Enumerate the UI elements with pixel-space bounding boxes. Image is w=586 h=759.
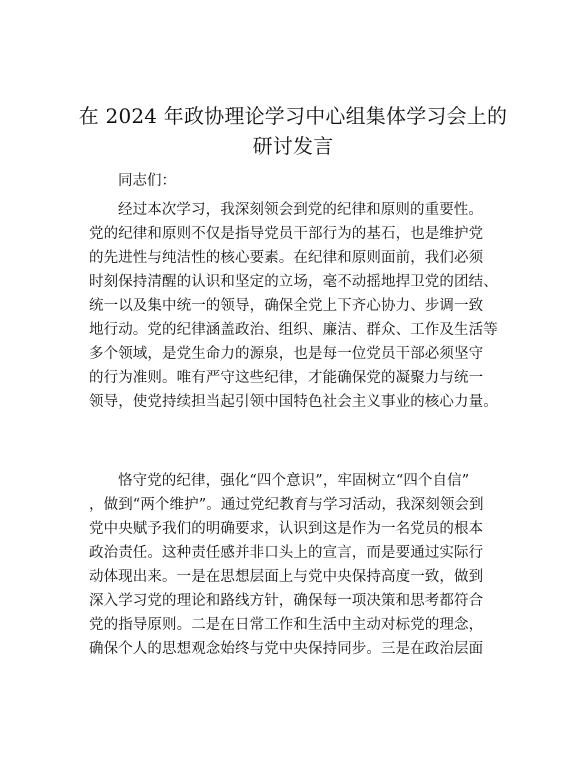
document-title (70, 101, 516, 161)
paragraph-2-line: 确保个人的思想观念始终与党中央保持同步。三是在政治层面 (89, 641, 484, 657)
paragraph-2-line: 恪守党的纪律，强化“四个意识”，牢固树立“四个自信” (118, 473, 470, 489)
paragraph-1-line: 经过本次学习，我深刻领会到党的纪律和原则的重要性。 (118, 202, 483, 218)
paragraph-2 (89, 469, 499, 661)
paragraph-1-line: 统一以及集中统一的领导，确保全党上下齐心协力、步调一致 (89, 298, 484, 314)
paragraph-2-line: ，做到“两个维护”。通过党纪教育与学习活动，我深刻领会到 (89, 497, 484, 513)
paragraph-1-line: 的先进性与纯洁性的核心要素。在纪律和原则面前，我们必须 (89, 250, 484, 266)
title-line-2: 研讨发言 (252, 134, 334, 158)
paragraph-1-line: 地行动。党的纪律涵盖政治、组织、廉洁、群众、工作及生活等 (89, 322, 498, 338)
salutation: 同志们： (118, 173, 176, 189)
paragraph-1-line: 时刻保持清醒的认识和坚定的立场，毫不动摇地捍卫党的团结、 (89, 274, 498, 290)
paragraph-1-line: 多个领域，是党生命力的源泉，也是每一位党员干部必须坚守 (89, 346, 484, 362)
paragraph-2-line: 深入学习党的理论和路线方针，确保每一项决策和思考都符合 (89, 593, 484, 609)
paragraph-2-line: 党的指导原则。二是在日常工作和生活中主动对标党的理念， (89, 617, 484, 633)
paragraph-2-line: 政治责任。这种责任感并非口头上的宣言，而是要通过实际行 (89, 545, 484, 561)
paragraph-1-line: 的行为准则。唯有严守这些纪律，才能确保党的凝聚力与统一 (89, 370, 484, 386)
paragraph-2-line: 党中央赋予我们的明确要求，认识到这是作为一名党员的根本 (89, 521, 484, 537)
title-line-1: 在 2024 年政协理论学习中心组集体学习会上的 (78, 104, 508, 128)
paragraph-2-line: 动体现出来。一是在思想层面上与党中央保持高度一致，做到 (89, 569, 484, 585)
paragraph-1-line: 领导，使党持续担当起引领中国特色社会主义事业的核心力量。 (89, 394, 498, 410)
paragraph-1-line: 党的纪律和原则不仅是指导党员干部行为的基石，也是维护党 (89, 226, 484, 242)
paragraph-1 (89, 198, 499, 414)
